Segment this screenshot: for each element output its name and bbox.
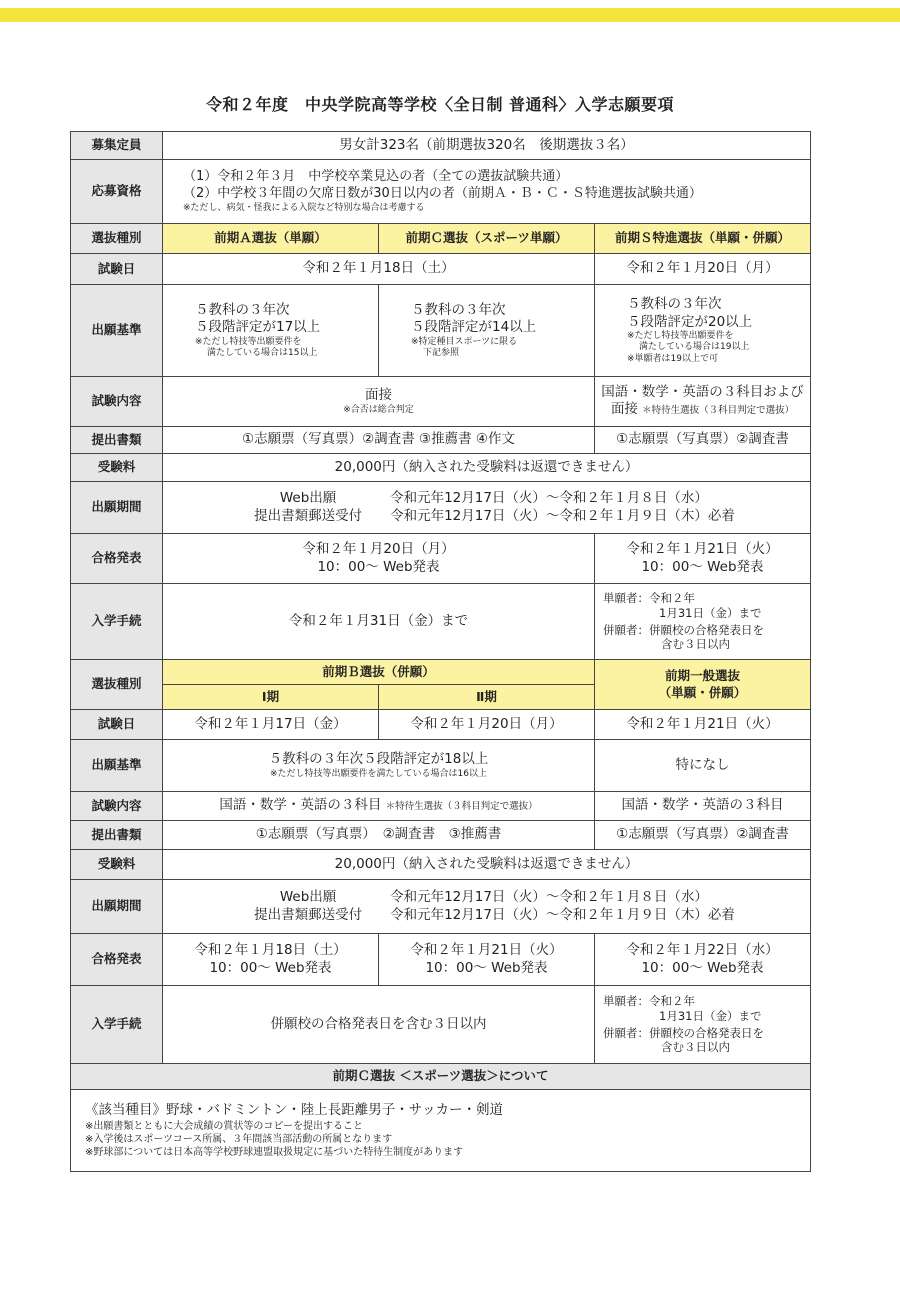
kikan-mail-name-2: 提出書類郵送受付 bbox=[254, 906, 363, 923]
naiyo-ippan: 国語・数学・英語の３科目 bbox=[595, 792, 811, 821]
sports-note2: ※入学後はスポーツコース所属、３年間該当部活動の所属となります bbox=[85, 1133, 393, 1145]
naiyo-s-line2a: 面接 bbox=[610, 401, 638, 418]
happyo-b1 bbox=[163, 934, 379, 986]
label-kijun-2: 出願基準 bbox=[71, 740, 163, 792]
row-boshu bbox=[71, 132, 811, 160]
row-shorui-1 bbox=[71, 427, 811, 454]
label-naiyo-2: 試験内容 bbox=[71, 792, 163, 821]
shikaku-line2: （2）中学校３年間の欠席日数が30日以内の者（前期Ａ・Ｂ・Ｃ・Ｓ特進選抜試験共通） bbox=[183, 185, 702, 201]
row-sports-heading bbox=[71, 1064, 811, 1090]
tetsuzuki-ippan-tangan1: 単願者：令和２年 bbox=[603, 994, 695, 1009]
ryo-value-2: 20,000円（納入された受験料は返還できません） bbox=[163, 850, 811, 880]
shikenbi-b1: 令和２年１月17日（金） bbox=[163, 710, 379, 740]
kijun-c-line2: ５段階評定が14以上 bbox=[411, 319, 537, 336]
label-shubetsu-2: 選抜種別 bbox=[71, 660, 163, 710]
label-naiyo-1: 試験内容 bbox=[71, 377, 163, 427]
tetsuzuki-s bbox=[595, 584, 811, 660]
row-naiyo-1 bbox=[71, 377, 811, 427]
col-header-c: 前期Ｃ選抜（スポーツ単願） bbox=[379, 224, 595, 254]
col-header-s: 前期Ｓ特進選抜（単願・併願） bbox=[595, 224, 811, 254]
kijun-a-line2: ５段階評定が17以上 bbox=[195, 319, 321, 336]
row-shorui-2 bbox=[71, 821, 811, 850]
kikan-mail-name-1: 提出書類郵送受付 bbox=[254, 507, 363, 524]
row-ryo-2 bbox=[71, 850, 811, 880]
tetsuzuki-ippan-heigan2: 含む３日以内 bbox=[661, 1040, 730, 1055]
happyo-b2-time: 10：00～ Web発表 bbox=[425, 959, 548, 976]
shikenbi-ippan: 令和２年１月21日（火） bbox=[595, 710, 811, 740]
label-kikan-2: 出願期間 bbox=[71, 880, 163, 934]
row-shikenbi-1 bbox=[71, 254, 811, 285]
label-shubetsu-1: 選抜種別 bbox=[71, 224, 163, 254]
label-shikenbi-1: 試験日 bbox=[71, 254, 163, 285]
label-happyo-1: 合格発表 bbox=[71, 534, 163, 584]
col-header-b1: Ⅰ期 bbox=[163, 685, 379, 710]
row-shubetsu-1 bbox=[71, 224, 811, 254]
shikenbi-s: 令和２年１月20日（月） bbox=[595, 254, 811, 285]
happyo-ac bbox=[163, 534, 595, 584]
label-tetsuzuki-2: 入学手続 bbox=[71, 986, 163, 1064]
sports-note1: ※出願書類とともに大会成績の賞状等のコピーを提出すること bbox=[85, 1120, 363, 1132]
kikan-value-1 bbox=[163, 482, 811, 534]
row-ryo-1 bbox=[71, 454, 811, 482]
label-shikenbi-2: 試験日 bbox=[71, 710, 163, 740]
shikenbi-ac: 令和２年１月18日（土） bbox=[163, 254, 595, 285]
happyo-ippan bbox=[595, 934, 811, 986]
kijun-c-line1: ５教科の３年次 bbox=[411, 301, 506, 318]
label-kijun-1: 出願基準 bbox=[71, 285, 163, 377]
col-header-ippan-line1: 前期一般選抜 bbox=[665, 668, 741, 684]
kikan-web-name-2: Web出願 bbox=[279, 888, 337, 905]
row-tetsuzuki-1 bbox=[71, 584, 811, 660]
shorui-ac: ①志願票（写真票）②調査書 ③推薦書 ④作文 bbox=[163, 427, 595, 454]
kijun-a-line1: ５教科の３年次 bbox=[195, 301, 290, 318]
label-happyo-2: 合格発表 bbox=[71, 934, 163, 986]
row-happyo-1 bbox=[71, 534, 811, 584]
sports-line1: 《該当種目》野球・バドミントン・陸上長距離男子・サッカー・剣道 bbox=[85, 1102, 503, 1119]
ryo-value-1: 20,000円（納入された受験料は返還できません） bbox=[163, 454, 811, 482]
label-boshu: 募集定員 bbox=[71, 132, 163, 160]
naiyo-s bbox=[595, 377, 811, 427]
kijun-a-note1: ※ただし特技等出願要件を bbox=[195, 336, 302, 347]
kijun-s-line1: ５教科の３年次 bbox=[627, 296, 722, 313]
happyo-ac-time: 10：00～ Web発表 bbox=[317, 558, 440, 575]
kikan-web-date-1: 令和元年12月17日（火）～令和２年１月８日（水） bbox=[390, 489, 708, 506]
admission-table bbox=[70, 131, 811, 1172]
kijun-c-note2: 下記参照 bbox=[423, 348, 460, 359]
label-ryo-2: 受験料 bbox=[71, 850, 163, 880]
happyo-b1-date: 令和２年１月18日（土） bbox=[194, 941, 347, 958]
row-kijun-2 bbox=[71, 740, 811, 792]
kijun-b-text: ５教科の３年次５段階評定が18以上 bbox=[268, 751, 489, 768]
label-shikaku: 応募資格 bbox=[71, 160, 163, 224]
yellow-top-band bbox=[0, 8, 900, 22]
row-naiyo-2 bbox=[71, 792, 811, 821]
label-shorui-1: 提出書類 bbox=[71, 427, 163, 454]
shikaku-line1: （1）令和２年３月 中学校卒業見込の者（全ての選抜試験共通） bbox=[183, 168, 569, 184]
tetsuzuki-b: 併願校の合格発表日を含む３日以内 bbox=[163, 986, 595, 1064]
tetsuzuki-ippan bbox=[595, 986, 811, 1064]
tetsuzuki-ippan-heigan1: 併願者：併願校の合格発表日を bbox=[603, 1026, 764, 1040]
tetsuzuki-s-heigan2: 含む３日以内 bbox=[661, 637, 730, 652]
row-happyo-2 bbox=[71, 934, 811, 986]
happyo-ippan-date: 令和２年１月22日（水） bbox=[626, 941, 779, 958]
col-header-a: 前期Ａ選抜（単願） bbox=[163, 224, 379, 254]
kikan-mail-date-2: 令和元年12月17日（火）～令和２年１月９日（木）必着 bbox=[390, 906, 735, 923]
label-ryo-1: 受験料 bbox=[71, 454, 163, 482]
happyo-b2-date: 令和２年１月21日（火） bbox=[410, 941, 563, 958]
kijun-b-note: ※ただし特技等出願要件を満たしている場合は16以上 bbox=[270, 768, 487, 779]
happyo-b1-time: 10：00～ Web発表 bbox=[209, 959, 332, 976]
tetsuzuki-s-heigan1: 併願者：併願校の合格発表日を bbox=[603, 623, 764, 637]
happyo-s bbox=[595, 534, 811, 584]
row-shubetsu-2a bbox=[71, 660, 811, 685]
naiyo-b bbox=[163, 792, 595, 821]
shorui-s: ①志願票（写真票）②調査書 bbox=[595, 427, 811, 454]
row-sports-body bbox=[71, 1090, 811, 1172]
shikaku-value bbox=[163, 160, 811, 224]
naiyo-ac bbox=[163, 377, 595, 427]
row-kikan-2 bbox=[71, 880, 811, 934]
sports-body bbox=[71, 1090, 811, 1172]
kikan-web-date-2: 令和元年12月17日（火）～令和２年１月８日（水） bbox=[390, 888, 708, 905]
kijun-s-note3: ※単願者は19以上で可 bbox=[627, 353, 718, 364]
kikan-mail-date-1: 令和元年12月17日（火）～令和２年１月９日（木）必着 bbox=[390, 507, 735, 524]
tetsuzuki-s-tangan2: 1月31日（金）まで bbox=[659, 605, 762, 620]
shikaku-note: ※ただし、病気・怪我による入院など特別な場合は考慮する bbox=[183, 202, 425, 213]
label-kikan-1: 出願期間 bbox=[71, 482, 163, 534]
col-header-ippan bbox=[595, 660, 811, 710]
kijun-s-note2: 満たしている場合は19以上 bbox=[639, 342, 750, 353]
row-kikan-1 bbox=[71, 482, 811, 534]
naiyo-ac-note: ※合否は総合判定 bbox=[343, 404, 414, 415]
tetsuzuki-s-tangan1: 単願者：令和２年 bbox=[603, 591, 695, 606]
naiyo-b-note: ＊特待生選抜（３科目判定で選抜） bbox=[385, 801, 538, 813]
kijun-a bbox=[163, 285, 379, 377]
happyo-ac-date: 令和２年１月20日（月） bbox=[302, 540, 455, 557]
shorui-b: ①志願票（写真票） ②調査書 ③推薦書 bbox=[163, 821, 595, 850]
label-tetsuzuki-1: 入学手続 bbox=[71, 584, 163, 660]
kijun-s bbox=[595, 285, 811, 377]
sports-note3: ※野球部については日本高等学校野球連盟取扱規定に基づいた特待生制度があります bbox=[85, 1146, 464, 1158]
row-shikaku bbox=[71, 160, 811, 224]
naiyo-b-text: 国語・数学・英語の３科目 bbox=[219, 797, 382, 814]
kijun-c bbox=[379, 285, 595, 377]
row-kijun-1 bbox=[71, 285, 811, 377]
kikan-web-name-1: Web出願 bbox=[279, 489, 337, 506]
kijun-a-note2: 満たしている場合は15以上 bbox=[207, 348, 318, 359]
row-shikenbi-2 bbox=[71, 710, 811, 740]
happyo-b2 bbox=[379, 934, 595, 986]
sports-heading: 前期Ｃ選抜 ＜スポーツ選抜＞について bbox=[71, 1064, 811, 1090]
kijun-s-note1: ※ただし特技等出願要件を bbox=[627, 331, 734, 342]
happyo-ippan-time: 10：00～ Web発表 bbox=[641, 959, 764, 976]
page-title: 令和２年度 中央学院高等学校〈全日制 普通科〉入学志願要項 bbox=[205, 95, 675, 114]
kikan-value-2 bbox=[163, 880, 811, 934]
row-tetsuzuki-2 bbox=[71, 986, 811, 1064]
kijun-b bbox=[163, 740, 595, 792]
shorui-ippan: ①志願票（写真票）②調査書 bbox=[595, 821, 811, 850]
naiyo-s-line1: 国語・数学・英語の３科目および bbox=[601, 383, 804, 400]
naiyo-ac-text: 面接 bbox=[365, 387, 392, 404]
kijun-ippan: 特になし bbox=[595, 740, 811, 792]
naiyo-s-line2b: ＊特待生選抜（３科目判定で選抜） bbox=[642, 405, 795, 417]
shikenbi-b2: 令和２年１月20日（月） bbox=[379, 710, 595, 740]
col-header-b2: Ⅱ期 bbox=[379, 685, 595, 710]
happyo-s-date: 令和２年１月21日（火） bbox=[626, 540, 779, 557]
col-header-ippan-line2: （単願・併願） bbox=[658, 684, 747, 700]
kijun-c-note1: ※特定種目スポーツに限る bbox=[411, 336, 518, 347]
tetsuzuki-ac: 令和２年１月31日（金）まで bbox=[163, 584, 595, 660]
happyo-s-time: 10：00～ Web発表 bbox=[641, 558, 764, 575]
label-shorui-2: 提出書類 bbox=[71, 821, 163, 850]
kijun-s-line2: ５段階評定が20以上 bbox=[627, 313, 753, 330]
tetsuzuki-ippan-tangan2: 1月31日（金）まで bbox=[659, 1008, 762, 1023]
boshu-value: 男女計323名（前期選抜320名 後期選抜３名） bbox=[163, 132, 811, 160]
col-header-b: 前期Ｂ選抜（併願） bbox=[163, 660, 595, 685]
